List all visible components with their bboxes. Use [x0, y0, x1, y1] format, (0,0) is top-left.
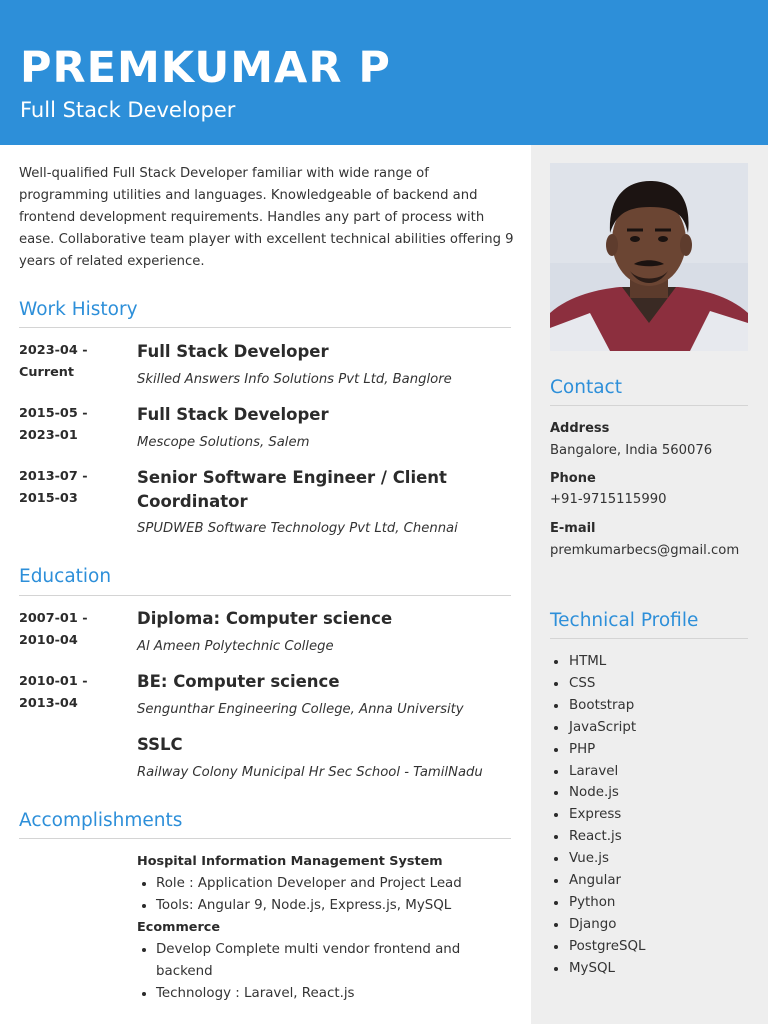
work-title: Full Stack Developer — [137, 342, 329, 361]
skill-item: CSS — [550, 673, 745, 695]
work-history-heading: Work History — [19, 299, 138, 320]
skill-item: HTML — [550, 651, 745, 673]
list-item: Role : Application Developer and Project Lead — [137, 873, 517, 895]
education-date-start: 2007-01 - — [19, 611, 88, 626]
address-label: Address — [550, 421, 610, 436]
education-degree-line — [137, 607, 517, 631]
profile-photo-illustration — [550, 163, 748, 351]
list-item: Technology : Laravel, React.js — [137, 983, 517, 1005]
work-company: Skilled Answers Info Solutions Pvt Ltd, Banglore — [137, 372, 452, 387]
education-date-end: 2013-04 — [19, 696, 78, 711]
accomplishments-heading: Accomplishments — [19, 810, 183, 831]
project-points — [137, 939, 517, 1005]
work-date-end: Current — [19, 365, 75, 380]
education-school: Railway Colony Municipal Hr Sec School - TamilNadu — [137, 765, 483, 780]
work-date-end: 2015-03 — [19, 491, 78, 506]
project-name: Hospital Information Management System — [137, 854, 443, 869]
education-degree: Diploma — [137, 609, 214, 628]
education-field: : Computer science — [213, 609, 393, 628]
education-date-end: 2010-04 — [19, 633, 78, 648]
work-title: Full Stack Developer — [137, 405, 329, 424]
skill-item: Node.js — [550, 782, 745, 804]
skill-item: PHP — [550, 739, 745, 761]
email-label: E-mail — [550, 521, 596, 536]
education-school: Al Ameen Polytechnic College — [137, 639, 334, 654]
profile-photo — [550, 163, 748, 351]
skill-item: JavaScript — [550, 717, 745, 739]
skill-item: Vue.js — [550, 848, 745, 870]
education-date-start: 2010-01 - — [19, 674, 88, 689]
candidate-name: PREMKUMAR P — [20, 43, 391, 93]
work-company: SPUDWEB Software Technology Pvt Ltd, Chennai — [137, 521, 458, 536]
contact-divider — [550, 405, 748, 406]
education-degree: SSLC — [137, 735, 183, 754]
skill-item: PostgreSQL — [550, 936, 745, 958]
phone-value: +91-9715115990 — [550, 492, 667, 507]
skill-item: Python — [550, 892, 745, 914]
candidate-role: Full Stack Developer — [20, 98, 236, 122]
contact-heading: Contact — [550, 377, 622, 398]
email-link[interactable]: premkumarbecs@gmail.com — [550, 543, 740, 558]
skill-item: MySQL — [550, 958, 745, 980]
technical-profile-heading: Technical Profile — [550, 610, 699, 631]
skill-item: React.js — [550, 826, 745, 848]
education-degree-line — [137, 733, 517, 757]
skill-item: Angular — [550, 870, 745, 892]
skills-list — [550, 651, 745, 980]
address-value: Bangalore, India 560076 — [550, 443, 713, 458]
education-divider — [19, 595, 511, 596]
work-history-divider — [19, 327, 511, 328]
project-points — [137, 873, 517, 917]
work-company: Mescope Solutions, Salem — [137, 435, 310, 450]
list-item: Develop Complete multi vendor frontend and backend — [137, 939, 517, 983]
work-date-start: 2023-04 - — [19, 343, 88, 358]
technical-profile-divider — [550, 638, 748, 639]
work-title: Senior Software Engineer / Client Coordinator — [137, 468, 447, 511]
project-name: Ecommerce — [137, 920, 221, 935]
education-heading: Education — [19, 566, 112, 587]
phone-label: Phone — [550, 471, 596, 486]
education-degree-line — [137, 670, 517, 694]
work-date-start: 2013-07 - — [19, 469, 88, 484]
list-item: Tools: Angular 9, Node.js, Express.js, MySQL — [137, 895, 517, 917]
skill-item: Bootstrap — [550, 695, 745, 717]
skill-item: Express — [550, 804, 745, 826]
work-date-start: 2015-05 - — [19, 406, 88, 421]
resume-header — [0, 0, 768, 145]
skill-item: Django — [550, 914, 745, 936]
education-field: : Computer science — [160, 672, 340, 691]
skill-item: Laravel — [550, 761, 745, 783]
work-date-end: 2023-01 — [19, 428, 78, 443]
education-degree: BE — [137, 672, 161, 691]
accomplishments-divider — [19, 838, 511, 839]
education-school: Sengunthar Engineering College, Anna University — [137, 702, 464, 717]
professional-summary: Well-qualified Full Stack Developer familiar with wide range of programming utilities and languages. Knowledgeable of backend and frontend development requirements. Handles any part of process with ease. Collaborative team player with excellent technical abilities offering 9 years of related experience. — [19, 166, 514, 269]
